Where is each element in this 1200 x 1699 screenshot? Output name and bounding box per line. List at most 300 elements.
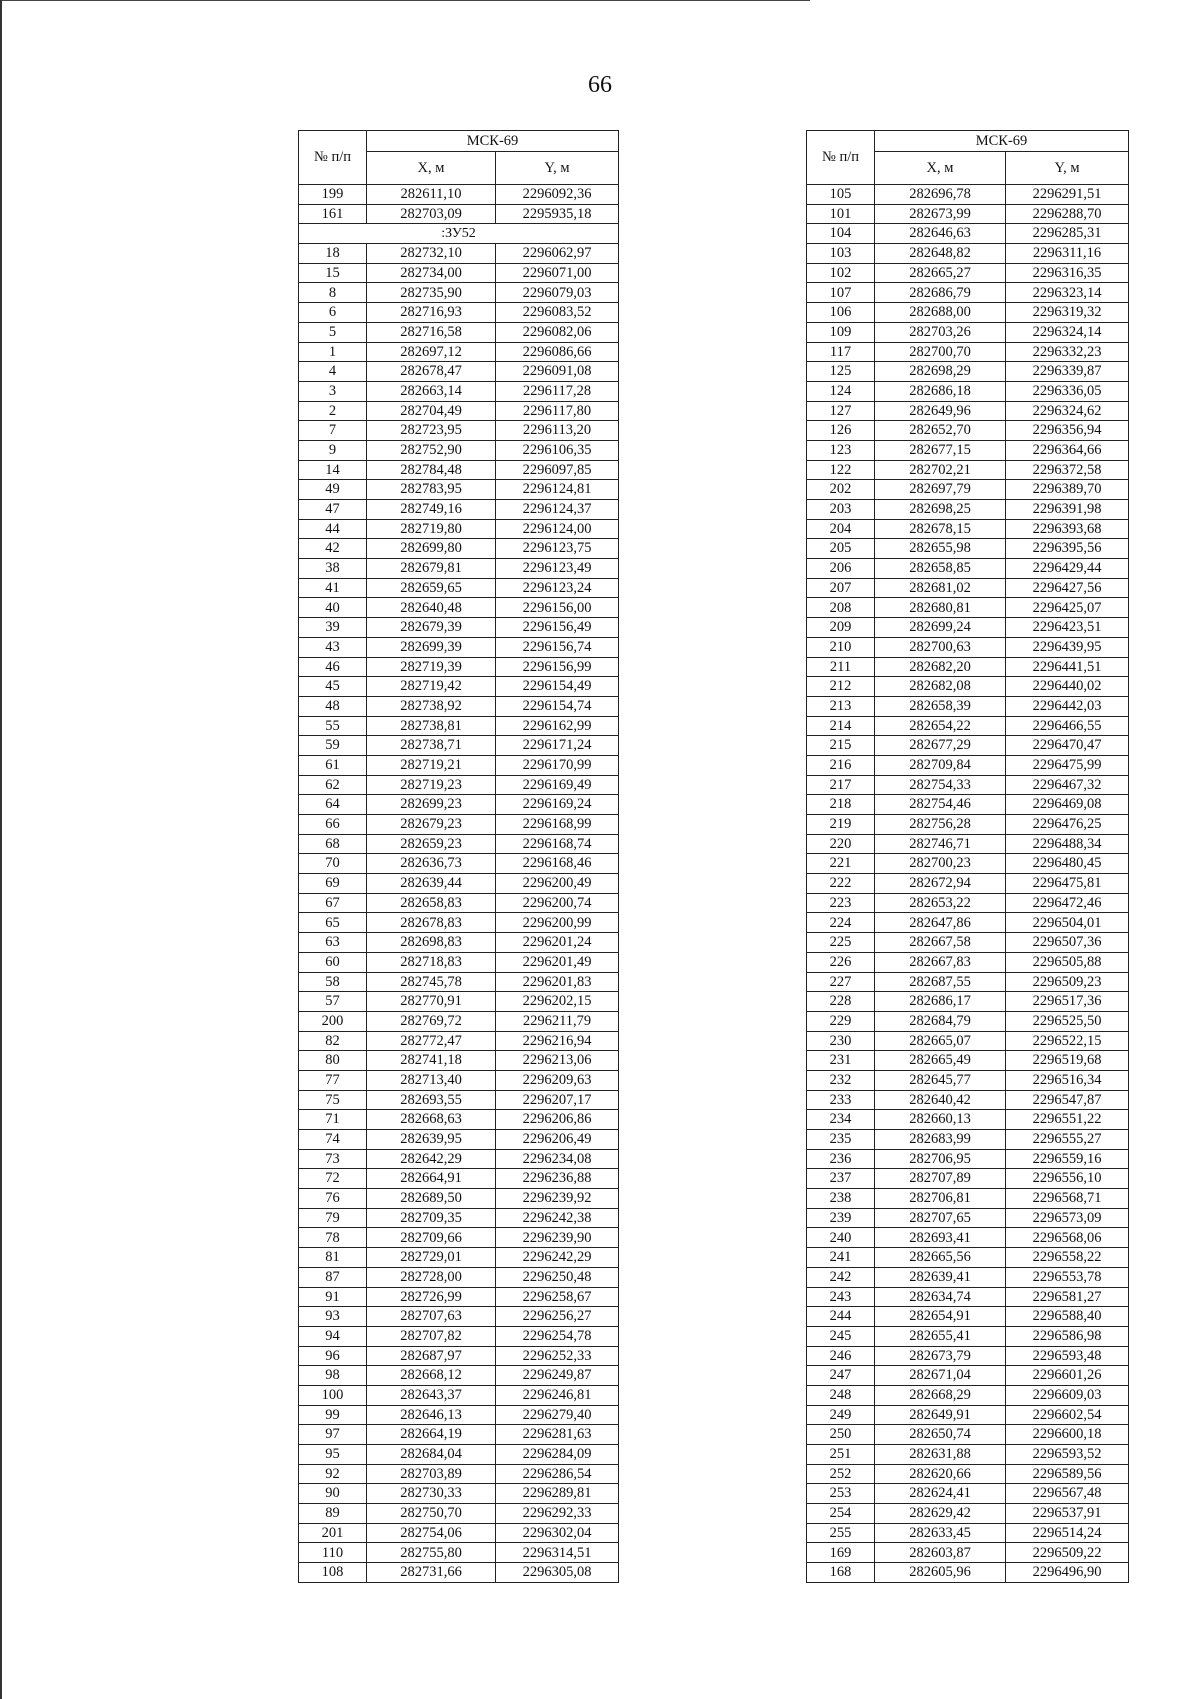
- point-number-cell: 87: [299, 1267, 367, 1287]
- y-coordinate-cell: 2296170,99: [496, 755, 619, 775]
- table-row: [807, 1070, 1129, 1090]
- x-coordinate-cell: 282686,79: [875, 283, 1006, 303]
- point-number-cell: 66: [299, 815, 367, 835]
- point-number-cell: 94: [299, 1326, 367, 1346]
- y-coordinate-cell: 2296071,00: [496, 263, 619, 283]
- x-coordinate-cell: 282689,50: [367, 1189, 496, 1209]
- point-number-cell: 220: [807, 834, 875, 854]
- point-number-cell: 42: [299, 539, 367, 559]
- y-coordinate-cell: 2296156,74: [496, 637, 619, 657]
- table-row: [299, 1523, 619, 1543]
- y-coordinate-cell: 2296537,91: [1006, 1504, 1129, 1524]
- x-coordinate-cell: 282698,29: [875, 362, 1006, 382]
- point-number-cell: 80: [299, 1051, 367, 1071]
- x-coordinate-cell: 282673,79: [875, 1346, 1006, 1366]
- y-coordinate-cell: 2296336,05: [1006, 381, 1129, 401]
- table-row: [807, 913, 1129, 933]
- table-row: [299, 185, 619, 205]
- x-coordinate-cell: 282718,83: [367, 952, 496, 972]
- table-row: [299, 401, 619, 421]
- point-number-cell: 239: [807, 1208, 875, 1228]
- y-coordinate-cell: 2296234,08: [496, 1149, 619, 1169]
- point-number-cell: 4: [299, 362, 367, 382]
- point-number-cell: 101: [807, 204, 875, 224]
- x-coordinate-cell: 282699,24: [875, 618, 1006, 638]
- x-coordinate-cell: 282719,39: [367, 657, 496, 677]
- point-number-cell: 47: [299, 500, 367, 520]
- point-number-cell: 236: [807, 1149, 875, 1169]
- header-y: Y, м: [1006, 152, 1129, 185]
- page-number: 66: [588, 72, 612, 98]
- y-coordinate-cell: 2296480,45: [1006, 854, 1129, 874]
- point-number-cell: 232: [807, 1070, 875, 1090]
- point-number-cell: 161: [299, 204, 367, 224]
- point-number-cell: 1: [299, 342, 367, 362]
- section-label: :ЗУ52: [299, 224, 619, 244]
- table-row: [299, 657, 619, 677]
- table-row: [807, 933, 1129, 953]
- y-coordinate-cell: 2296305,08: [496, 1563, 619, 1583]
- table-row: [807, 1504, 1129, 1524]
- point-number-cell: 62: [299, 775, 367, 795]
- table-row: [807, 893, 1129, 913]
- x-coordinate-cell: 282664,19: [367, 1425, 496, 1445]
- x-coordinate-cell: 282646,63: [875, 224, 1006, 244]
- y-coordinate-cell: 2296423,51: [1006, 618, 1129, 638]
- y-coordinate-cell: 2296389,70: [1006, 480, 1129, 500]
- table-row: [299, 1484, 619, 1504]
- y-coordinate-cell: 2296239,92: [496, 1189, 619, 1209]
- y-coordinate-cell: 2296425,07: [1006, 598, 1129, 618]
- x-coordinate-cell: 282754,46: [875, 795, 1006, 815]
- point-number-cell: 63: [299, 933, 367, 953]
- x-coordinate-cell: 282660,13: [875, 1110, 1006, 1130]
- x-coordinate-cell: 282665,07: [875, 1031, 1006, 1051]
- x-coordinate-cell: 282732,10: [367, 244, 496, 264]
- x-coordinate-cell: 282646,13: [367, 1405, 496, 1425]
- table-row: [807, 736, 1129, 756]
- point-number-cell: 125: [807, 362, 875, 382]
- point-number-cell: 237: [807, 1169, 875, 1189]
- y-coordinate-cell: 2296472,46: [1006, 893, 1129, 913]
- x-coordinate-cell: 282696,78: [875, 185, 1006, 205]
- x-coordinate-cell: 282668,12: [367, 1366, 496, 1386]
- point-number-cell: 242: [807, 1267, 875, 1287]
- point-number-cell: 2: [299, 401, 367, 421]
- table-row: [299, 362, 619, 382]
- y-coordinate-cell: 2295935,18: [496, 204, 619, 224]
- table-row: [299, 1208, 619, 1228]
- y-coordinate-cell: 2296525,50: [1006, 1011, 1129, 1031]
- point-number-cell: 71: [299, 1110, 367, 1130]
- x-coordinate-cell: 282665,49: [875, 1051, 1006, 1071]
- table-row: [807, 775, 1129, 795]
- x-coordinate-cell: 282655,98: [875, 539, 1006, 559]
- x-coordinate-cell: 282683,99: [875, 1130, 1006, 1150]
- x-coordinate-cell: 282709,66: [367, 1228, 496, 1248]
- x-coordinate-cell: 282686,17: [875, 992, 1006, 1012]
- y-coordinate-cell: 2296156,49: [496, 618, 619, 638]
- y-coordinate-cell: 2296509,22: [1006, 1543, 1129, 1563]
- table-row: [807, 815, 1129, 835]
- point-number-cell: 73: [299, 1149, 367, 1169]
- point-number-cell: 127: [807, 401, 875, 421]
- y-coordinate-cell: 2296254,78: [496, 1326, 619, 1346]
- point-number-cell: 48: [299, 696, 367, 716]
- table-row: [807, 1208, 1129, 1228]
- y-coordinate-cell: 2296154,74: [496, 696, 619, 716]
- table-row: [807, 1011, 1129, 1031]
- table-row: [299, 263, 619, 283]
- point-number-cell: 102: [807, 263, 875, 283]
- x-coordinate-cell: 282668,29: [875, 1385, 1006, 1405]
- point-number-cell: 207: [807, 578, 875, 598]
- x-coordinate-cell: 282769,72: [367, 1011, 496, 1031]
- point-number-cell: 74: [299, 1130, 367, 1150]
- x-coordinate-cell: 282682,20: [875, 657, 1006, 677]
- point-number-cell: 250: [807, 1425, 875, 1445]
- table-row: [807, 1287, 1129, 1307]
- table-row: [299, 381, 619, 401]
- x-coordinate-cell: 282754,33: [875, 775, 1006, 795]
- table-row: [807, 1110, 1129, 1130]
- table-row: [299, 460, 619, 480]
- x-coordinate-cell: 282738,92: [367, 696, 496, 716]
- point-number-cell: 99: [299, 1405, 367, 1425]
- y-coordinate-cell: 2296207,17: [496, 1090, 619, 1110]
- x-coordinate-cell: 282783,95: [367, 480, 496, 500]
- x-coordinate-cell: 282707,65: [875, 1208, 1006, 1228]
- table-row: [807, 401, 1129, 421]
- point-number-cell: 202: [807, 480, 875, 500]
- y-coordinate-cell: 2296372,58: [1006, 460, 1129, 480]
- x-coordinate-cell: 282700,63: [875, 637, 1006, 657]
- x-coordinate-cell: 282719,80: [367, 519, 496, 539]
- table-row: [807, 460, 1129, 480]
- x-coordinate-cell: 282709,84: [875, 755, 1006, 775]
- point-number-cell: 69: [299, 874, 367, 894]
- y-coordinate-cell: 2296288,70: [1006, 204, 1129, 224]
- point-number-cell: 105: [807, 185, 875, 205]
- point-number-cell: 124: [807, 381, 875, 401]
- y-coordinate-cell: 2296323,14: [1006, 283, 1129, 303]
- point-number-cell: 213: [807, 696, 875, 716]
- y-coordinate-cell: 2296581,27: [1006, 1287, 1129, 1307]
- x-coordinate-cell: 282746,71: [875, 834, 1006, 854]
- y-coordinate-cell: 2296440,02: [1006, 677, 1129, 697]
- point-number-cell: 214: [807, 716, 875, 736]
- table-row: [807, 1464, 1129, 1484]
- table-row: [807, 578, 1129, 598]
- x-coordinate-cell: 282629,42: [875, 1504, 1006, 1524]
- x-coordinate-cell: 282653,22: [875, 893, 1006, 913]
- y-coordinate-cell: 2296201,24: [496, 933, 619, 953]
- x-coordinate-cell: 282729,01: [367, 1248, 496, 1268]
- table-row: [807, 1405, 1129, 1425]
- point-number-cell: 201: [299, 1523, 367, 1543]
- x-coordinate-cell: 282668,63: [367, 1110, 496, 1130]
- x-coordinate-cell: 282682,08: [875, 677, 1006, 697]
- x-coordinate-cell: 282664,91: [367, 1169, 496, 1189]
- y-coordinate-cell: 2296316,35: [1006, 263, 1129, 283]
- point-number-cell: 43: [299, 637, 367, 657]
- x-coordinate-cell: 282647,86: [875, 913, 1006, 933]
- table-row: [299, 815, 619, 835]
- y-coordinate-cell: 2296156,00: [496, 598, 619, 618]
- table-row: [299, 1563, 619, 1583]
- point-number-cell: 200: [299, 1011, 367, 1031]
- y-coordinate-cell: 2296289,81: [496, 1484, 619, 1504]
- y-coordinate-cell: 2296555,27: [1006, 1130, 1129, 1150]
- table-row: [807, 303, 1129, 323]
- point-number-cell: 92: [299, 1464, 367, 1484]
- point-number-cell: 77: [299, 1070, 367, 1090]
- x-coordinate-cell: 282658,39: [875, 696, 1006, 716]
- x-coordinate-cell: 282750,70: [367, 1504, 496, 1524]
- x-coordinate-cell: 282726,99: [367, 1287, 496, 1307]
- table-row: [807, 322, 1129, 342]
- table-row: [807, 1031, 1129, 1051]
- x-coordinate-cell: 282603,87: [875, 1543, 1006, 1563]
- point-number-cell: 76: [299, 1189, 367, 1209]
- table-row: [807, 1307, 1129, 1327]
- y-coordinate-cell: 2296292,33: [496, 1504, 619, 1524]
- table-row: [807, 1346, 1129, 1366]
- x-coordinate-cell: 282731,66: [367, 1563, 496, 1583]
- x-coordinate-cell: 282667,58: [875, 933, 1006, 953]
- x-coordinate-cell: 282652,70: [875, 421, 1006, 441]
- x-coordinate-cell: 282706,95: [875, 1149, 1006, 1169]
- y-coordinate-cell: 2296168,74: [496, 834, 619, 854]
- point-number-cell: 6: [299, 303, 367, 323]
- y-coordinate-cell: 2296475,81: [1006, 874, 1129, 894]
- point-number-cell: 251: [807, 1445, 875, 1465]
- table-row: [299, 421, 619, 441]
- table-row: [807, 1563, 1129, 1583]
- y-coordinate-cell: 2296092,36: [496, 185, 619, 205]
- y-coordinate-cell: 2296324,62: [1006, 401, 1129, 421]
- y-coordinate-cell: 2296258,67: [496, 1287, 619, 1307]
- table-row: [299, 913, 619, 933]
- y-coordinate-cell: 2296200,74: [496, 893, 619, 913]
- point-number-cell: 235: [807, 1130, 875, 1150]
- x-coordinate-cell: 282659,65: [367, 578, 496, 598]
- y-coordinate-cell: 2296202,15: [496, 992, 619, 1012]
- table-row: [299, 1090, 619, 1110]
- scan-top-border: [0, 0, 810, 1]
- x-coordinate-cell: 282706,81: [875, 1189, 1006, 1209]
- point-number-cell: 126: [807, 421, 875, 441]
- x-coordinate-cell: 282707,82: [367, 1326, 496, 1346]
- y-coordinate-cell: 2296250,48: [496, 1267, 619, 1287]
- point-number-cell: 49: [299, 480, 367, 500]
- y-coordinate-cell: 2296324,14: [1006, 322, 1129, 342]
- table-row: [807, 204, 1129, 224]
- table-row: [807, 972, 1129, 992]
- point-number-cell: 238: [807, 1189, 875, 1209]
- x-coordinate-cell: 282636,73: [367, 854, 496, 874]
- table-row: [807, 657, 1129, 677]
- y-coordinate-cell: 2296469,08: [1006, 795, 1129, 815]
- point-number-cell: 243: [807, 1287, 875, 1307]
- y-coordinate-cell: 2296356,94: [1006, 421, 1129, 441]
- table-row: [807, 559, 1129, 579]
- y-coordinate-cell: 2296429,44: [1006, 559, 1129, 579]
- y-coordinate-cell: 2296124,37: [496, 500, 619, 520]
- y-coordinate-cell: 2296279,40: [496, 1405, 619, 1425]
- y-coordinate-cell: 2296395,56: [1006, 539, 1129, 559]
- y-coordinate-cell: 2296286,54: [496, 1464, 619, 1484]
- point-number-cell: 38: [299, 559, 367, 579]
- table-row: [807, 1169, 1129, 1189]
- y-coordinate-cell: 2296442,03: [1006, 696, 1129, 716]
- table-row: [807, 1425, 1129, 1445]
- y-coordinate-cell: 2296252,33: [496, 1346, 619, 1366]
- x-coordinate-cell: 282770,91: [367, 992, 496, 1012]
- table-row: [807, 1090, 1129, 1110]
- x-coordinate-cell: 282631,88: [875, 1445, 1006, 1465]
- table-row: [807, 1326, 1129, 1346]
- y-coordinate-cell: 2296211,79: [496, 1011, 619, 1031]
- y-coordinate-cell: 2296509,23: [1006, 972, 1129, 992]
- y-coordinate-cell: 2296586,98: [1006, 1326, 1129, 1346]
- y-coordinate-cell: 2296156,99: [496, 657, 619, 677]
- table-row: [807, 500, 1129, 520]
- table-row: [807, 185, 1129, 205]
- y-coordinate-cell: 2296475,99: [1006, 755, 1129, 775]
- x-coordinate-cell: 282703,89: [367, 1464, 496, 1484]
- y-coordinate-cell: 2296441,51: [1006, 657, 1129, 677]
- y-coordinate-cell: 2296519,68: [1006, 1051, 1129, 1071]
- table-row: [807, 1130, 1129, 1150]
- table-row: [299, 755, 619, 775]
- x-coordinate-cell: 282649,96: [875, 401, 1006, 421]
- point-number-cell: 7: [299, 421, 367, 441]
- point-number-cell: 79: [299, 1208, 367, 1228]
- y-coordinate-cell: 2296091,08: [496, 362, 619, 382]
- x-coordinate-cell: 282678,47: [367, 362, 496, 382]
- point-number-cell: 72: [299, 1169, 367, 1189]
- table-row: [807, 1385, 1129, 1405]
- point-number-cell: 40: [299, 598, 367, 618]
- y-coordinate-cell: 2296206,86: [496, 1110, 619, 1130]
- table-row: [299, 519, 619, 539]
- point-number-cell: 91: [299, 1287, 367, 1307]
- table-row: [299, 1169, 619, 1189]
- table-row: [299, 1031, 619, 1051]
- point-number-cell: 215: [807, 736, 875, 756]
- y-coordinate-cell: 2296558,22: [1006, 1248, 1129, 1268]
- table-row: [299, 972, 619, 992]
- x-coordinate-cell: 282681,02: [875, 578, 1006, 598]
- x-coordinate-cell: 282605,96: [875, 1563, 1006, 1583]
- point-number-cell: 226: [807, 952, 875, 972]
- x-coordinate-cell: 282658,85: [875, 559, 1006, 579]
- table-row: [299, 1366, 619, 1386]
- x-coordinate-cell: 282723,95: [367, 421, 496, 441]
- header-point-number: № п/п: [807, 131, 875, 185]
- table-row: [807, 874, 1129, 894]
- y-coordinate-cell: 2296169,24: [496, 795, 619, 815]
- x-coordinate-cell: 282704,49: [367, 401, 496, 421]
- point-number-cell: 227: [807, 972, 875, 992]
- y-coordinate-cell: 2296079,03: [496, 283, 619, 303]
- table-row: [807, 598, 1129, 618]
- x-coordinate-cell: 282672,94: [875, 874, 1006, 894]
- table-row: [807, 755, 1129, 775]
- point-number-cell: 110: [299, 1543, 367, 1563]
- table-row: [807, 1543, 1129, 1563]
- point-number-cell: 122: [807, 460, 875, 480]
- y-coordinate-cell: 2296086,66: [496, 342, 619, 362]
- point-number-cell: 216: [807, 755, 875, 775]
- y-coordinate-cell: 2296242,29: [496, 1248, 619, 1268]
- point-number-cell: 75: [299, 1090, 367, 1110]
- y-coordinate-cell: 2296516,34: [1006, 1070, 1129, 1090]
- table-row: [807, 224, 1129, 244]
- y-coordinate-cell: 2296467,32: [1006, 775, 1129, 795]
- point-number-cell: 44: [299, 519, 367, 539]
- table-row: [299, 992, 619, 1012]
- x-coordinate-cell: 282611,10: [367, 185, 496, 205]
- point-number-cell: 104: [807, 224, 875, 244]
- y-coordinate-cell: 2296439,95: [1006, 637, 1129, 657]
- table-row: [299, 1307, 619, 1327]
- point-number-cell: 212: [807, 677, 875, 697]
- x-coordinate-cell: 282624,41: [875, 1484, 1006, 1504]
- table-row: [807, 1051, 1129, 1071]
- x-coordinate-cell: 282738,81: [367, 716, 496, 736]
- x-coordinate-cell: 282667,83: [875, 952, 1006, 972]
- point-number-cell: 103: [807, 244, 875, 264]
- x-coordinate-cell: 282650,74: [875, 1425, 1006, 1445]
- x-coordinate-cell: 282716,58: [367, 322, 496, 342]
- x-coordinate-cell: 282745,78: [367, 972, 496, 992]
- point-number-cell: 18: [299, 244, 367, 264]
- table-row: [299, 1464, 619, 1484]
- x-coordinate-cell: 282679,81: [367, 559, 496, 579]
- table-row: [299, 539, 619, 559]
- x-coordinate-cell: 282699,39: [367, 637, 496, 657]
- x-coordinate-cell: 282716,93: [367, 303, 496, 323]
- y-coordinate-cell: 2296117,28: [496, 381, 619, 401]
- x-coordinate-cell: 282698,83: [367, 933, 496, 953]
- point-number-cell: 241: [807, 1248, 875, 1268]
- x-coordinate-cell: 282741,18: [367, 1051, 496, 1071]
- y-coordinate-cell: 2296559,16: [1006, 1149, 1129, 1169]
- table-row: [807, 362, 1129, 382]
- point-number-cell: 97: [299, 1425, 367, 1445]
- point-number-cell: 224: [807, 913, 875, 933]
- point-number-cell: 14: [299, 460, 367, 480]
- y-coordinate-cell: 2296169,49: [496, 775, 619, 795]
- point-number-cell: 244: [807, 1307, 875, 1327]
- x-coordinate-cell: 282634,74: [875, 1287, 1006, 1307]
- table-row: [807, 263, 1129, 283]
- y-coordinate-cell: 2296314,51: [496, 1543, 619, 1563]
- table-row: [807, 519, 1129, 539]
- point-number-cell: 46: [299, 657, 367, 677]
- y-coordinate-cell: 2296123,75: [496, 539, 619, 559]
- point-number-cell: 68: [299, 834, 367, 854]
- x-coordinate-cell: 282639,95: [367, 1130, 496, 1150]
- x-coordinate-cell: 282684,79: [875, 1011, 1006, 1031]
- point-number-cell: 57: [299, 992, 367, 1012]
- y-coordinate-cell: 2296573,09: [1006, 1208, 1129, 1228]
- point-number-cell: 78: [299, 1228, 367, 1248]
- x-coordinate-cell: 282687,55: [875, 972, 1006, 992]
- y-coordinate-cell: 2296200,49: [496, 874, 619, 894]
